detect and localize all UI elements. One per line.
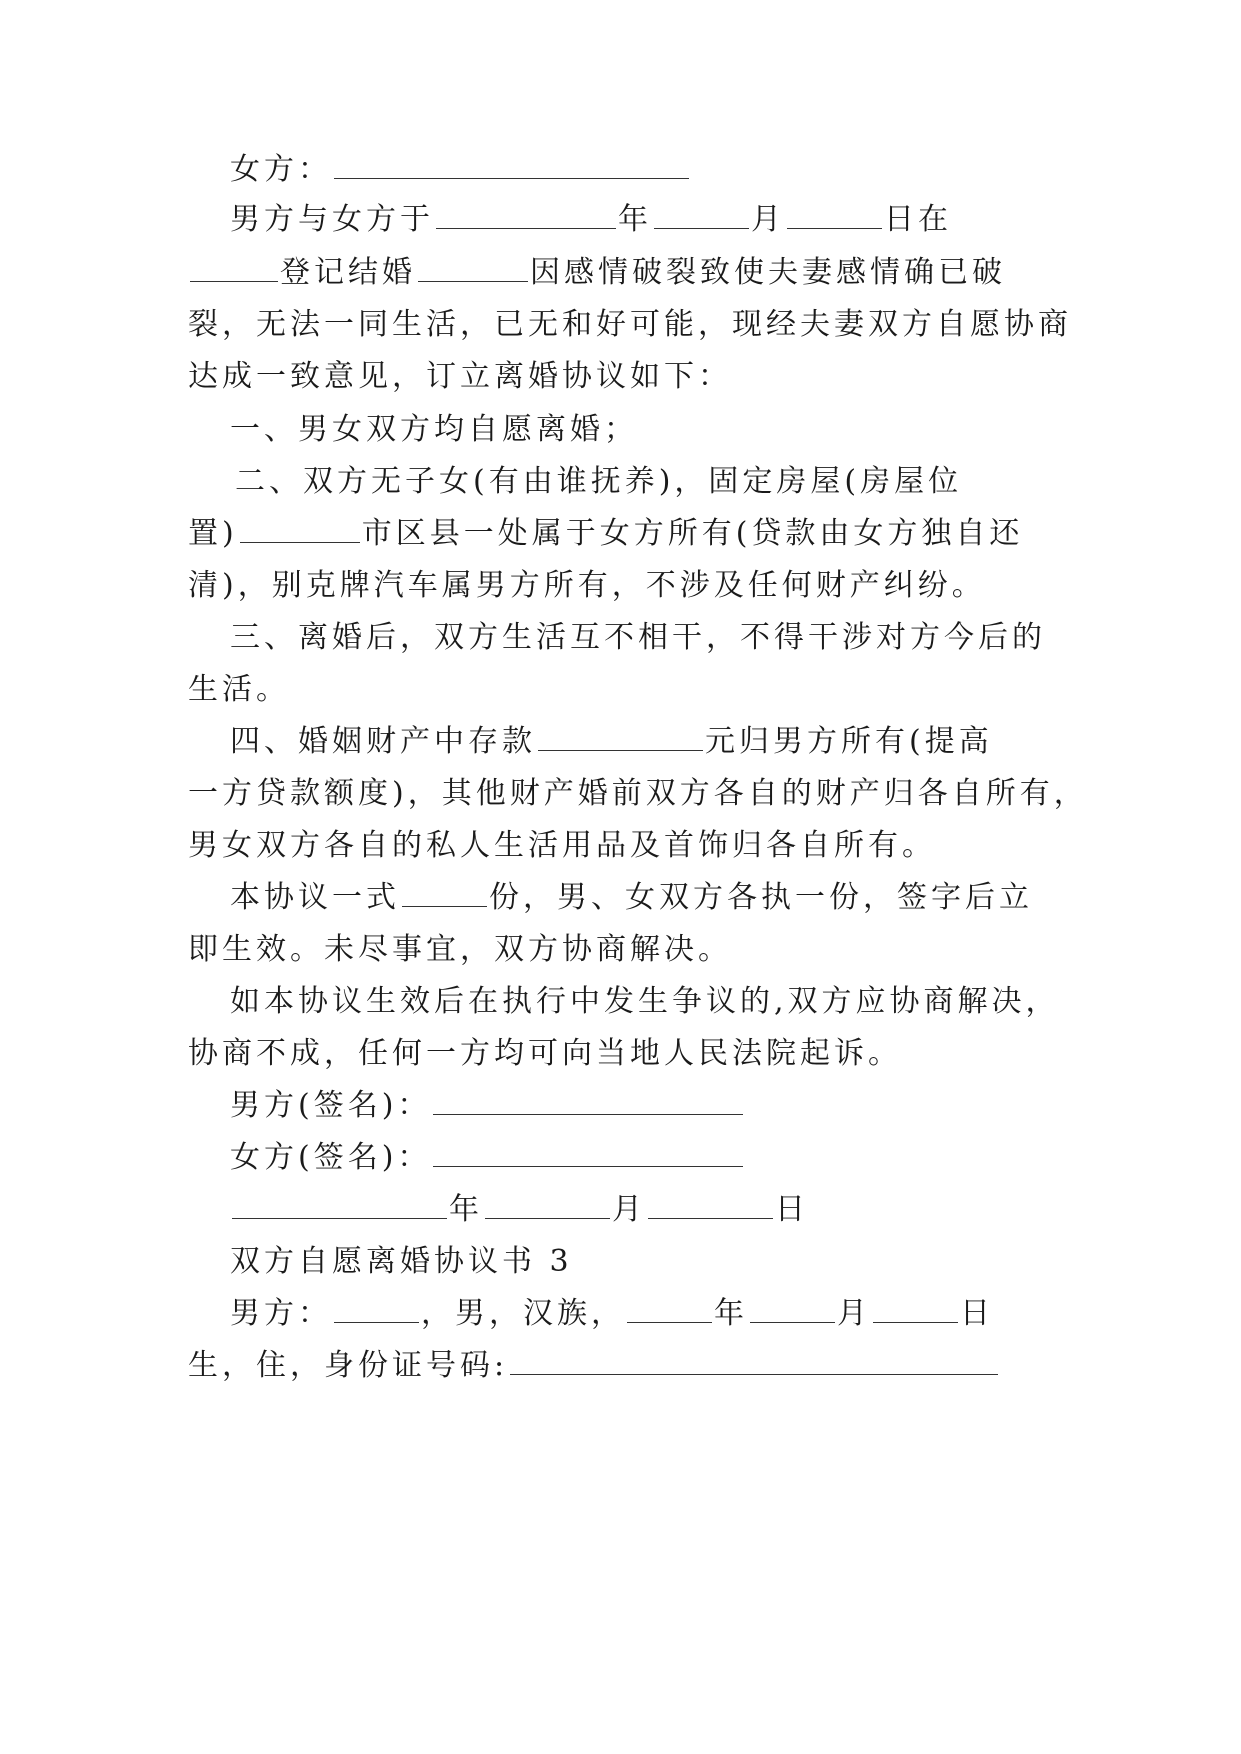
text-segment: 置)	[188, 516, 238, 551]
text-segment: 四、婚姻财产中存款	[230, 724, 536, 759]
text-segment: 月	[751, 202, 785, 237]
marriage-year-blank[interactable]	[436, 200, 616, 229]
text-segment: 协商不成，任何一方均可向当地人民法院起诉。	[188, 1036, 902, 1071]
deposit-amount-blank[interactable]	[538, 722, 703, 751]
male-signature-field[interactable]	[433, 1086, 743, 1115]
text-segment: 男方与女方于	[230, 202, 434, 237]
text-segment: 日在	[884, 202, 952, 237]
clause-1	[230, 410, 1100, 450]
text-segment: 达成一致意见，订立离婚协议如下：	[188, 359, 732, 394]
registration-place-blank[interactable]	[190, 253, 278, 282]
clause-2	[235, 462, 1105, 502]
birth-year-blank[interactable]	[627, 1294, 712, 1323]
paragraph-line	[188, 1034, 1058, 1074]
paragraph-line	[188, 670, 1058, 710]
male-info-line	[230, 1294, 1100, 1334]
female-party-line	[230, 150, 1100, 190]
text-segment: 如本协议生效后在执行中发生争议的,双方应协商解决，	[230, 984, 1060, 1019]
paragraph-line	[188, 774, 1088, 814]
text-segment: 男女双方各自的私人生活用品及首饰归各自所有。	[188, 828, 936, 863]
copies-blank[interactable]	[402, 878, 487, 907]
house-location-blank[interactable]	[240, 514, 360, 543]
registration-line	[188, 253, 1058, 293]
female-signature-line	[230, 1138, 1100, 1178]
text-segment: 月	[837, 1296, 871, 1331]
paragraph-line	[188, 566, 1058, 606]
clause-3	[230, 618, 1100, 658]
paragraph-line	[188, 305, 1072, 345]
birth-day-blank[interactable]	[873, 1294, 958, 1323]
marriage-date-line	[230, 200, 1100, 240]
id-number-line	[188, 1346, 1058, 1386]
birth-month-blank[interactable]	[750, 1294, 835, 1323]
text-segment: 市区县一处属于女方所有(贷款由女方独自还	[361, 516, 1024, 551]
text-segment: 元归男方所有(提高	[705, 724, 993, 759]
sign-day-blank[interactable]	[648, 1190, 773, 1219]
sign-month-blank[interactable]	[485, 1190, 610, 1219]
female-signature-field[interactable]	[433, 1138, 743, 1167]
text-segment: 二、双方无子女(有由谁抚养)，固定房屋(房屋位	[235, 464, 963, 499]
text-segment: 日	[775, 1192, 809, 1227]
text-segment: 三、离婚后，双方生活互不相干，不得干涉对方今后的	[230, 620, 1046, 655]
male-signature-line	[230, 1086, 1100, 1126]
marriage-day-blank[interactable]	[787, 200, 882, 229]
registration-blank[interactable]	[418, 253, 528, 282]
text-segment: 生，住，身份证号码:	[188, 1348, 509, 1383]
text-segment: 男方(签名)：	[230, 1088, 432, 1123]
dispute-line	[230, 982, 1100, 1022]
marriage-month-blank[interactable]	[654, 200, 749, 229]
female-label: 女方：	[230, 152, 332, 187]
text-segment: 裂，无法一同生活，已无和好可能，现经夫妻双方自愿协商	[188, 307, 1072, 342]
text-segment: 双方自愿离婚协议书 3	[230, 1244, 573, 1279]
text-segment: 因感情破裂致使夫妻感情确已破	[530, 255, 1006, 290]
text-segment: 登记结婚	[280, 255, 416, 290]
female-name-blank[interactable]	[334, 150, 689, 179]
paragraph-line	[188, 826, 1058, 866]
text-segment: 份，男、女双方各执一份，签字后立	[489, 880, 1033, 915]
text-segment: 男方：	[230, 1296, 332, 1331]
text-segment: 一方贷款额度)，其他财产婚前双方各自的财产归各自所有，	[188, 776, 1088, 811]
copies-line	[230, 878, 1100, 918]
male-name-blank[interactable]	[334, 1294, 419, 1323]
signature-date-line	[230, 1190, 1100, 1230]
text-segment: 月	[612, 1192, 646, 1227]
text-segment: 日	[960, 1296, 994, 1331]
text-segment: 即生效。未尽事宜，双方协商解决。	[188, 932, 732, 967]
text-segment: 生活。	[188, 672, 290, 707]
clause-4	[230, 722, 1100, 762]
clause-2-cont	[188, 514, 1058, 554]
text-segment: 一、男女双方均自愿离婚；	[230, 412, 638, 447]
sign-year-blank[interactable]	[232, 1190, 447, 1219]
text-segment: 年	[618, 202, 652, 237]
text-segment: 清)，别克牌汽车属男方所有，不涉及任何财产纠纷。	[188, 568, 986, 603]
text-segment: ，男，汉族，	[421, 1296, 625, 1331]
id-number-field[interactable]	[510, 1346, 998, 1375]
section-title	[230, 1242, 1100, 1282]
text-segment: 本协议一式	[230, 880, 400, 915]
text-segment: 女方(签名)：	[230, 1140, 432, 1175]
paragraph-line	[188, 357, 1058, 397]
text-segment: 年	[714, 1296, 748, 1331]
paragraph-line	[188, 930, 1058, 970]
text-segment: 年	[449, 1192, 483, 1227]
